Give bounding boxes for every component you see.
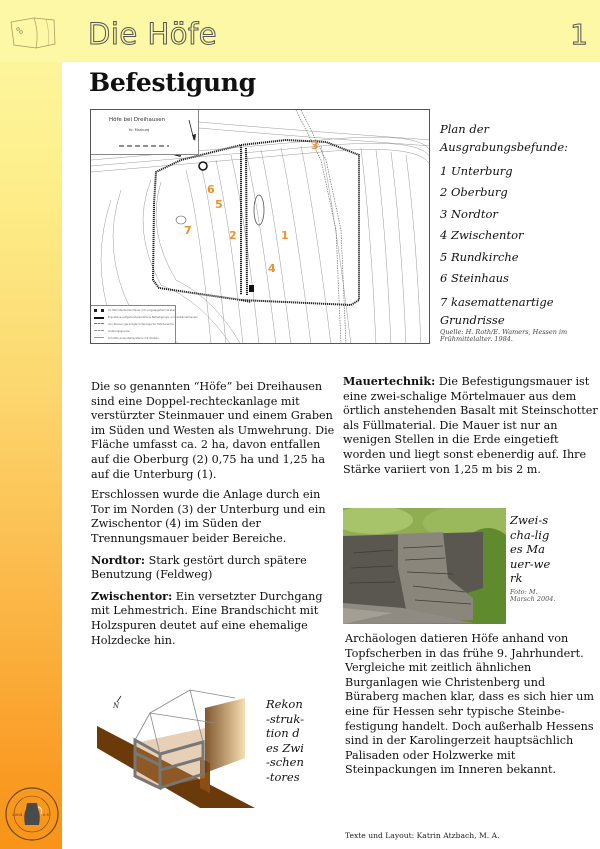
stone-wall-image bbox=[343, 508, 506, 624]
map-legend-item: Ergrabene aufgehende/erhaltene Befestigungs- und Gebäudemauern bbox=[108, 316, 199, 319]
plan-legend-item: 5 Rundkirche bbox=[440, 249, 519, 264]
wall-photo bbox=[343, 508, 506, 624]
plan-legend-item: 3 Nordtor bbox=[440, 206, 498, 221]
photo-credit: Foto: M. bbox=[510, 587, 538, 596]
svg-text:2004: 2004 bbox=[12, 812, 23, 817]
plan-legend-item: 7 kasemattenartige Grundrisse bbox=[440, 294, 554, 327]
plan-legend-heading: Ausgrabungsbefunde: bbox=[440, 140, 569, 154]
access-paragraph: Erschlossen wurde die Anlage durch ein Tor im Norden (3) der Unterburg und ein Zwischentor (4) im Süden der Trennungsmauer beider Bereiche. bbox=[91, 488, 326, 545]
nordtor-paragraph bbox=[91, 553, 336, 583]
mauertechnik-paragraph bbox=[343, 374, 598, 477]
left-column bbox=[91, 380, 336, 654]
excavation-plan-map bbox=[90, 109, 430, 344]
map-label-zwischentor: 4 bbox=[268, 262, 276, 275]
map-label-steinhaus: 6 bbox=[207, 183, 215, 196]
plan-legend-heading: Plan der bbox=[440, 122, 489, 136]
north-marker: N bbox=[113, 702, 120, 710]
map-title: Höfe bei Dreihausen bbox=[109, 117, 166, 123]
intro-paragraph: Die so genannten “Höfe” bei Dreihausen sind eine Doppel-rechteckanlage mit verstürzter Steinmauer und einem Graben im Süden und Westen als Umwehrung. Die Fläche umfasst ca. 2 ha, davon entfallen auf die Oberburg (2) 0,75 ha und 1,25 ha auf die Unterburg (1). bbox=[91, 380, 335, 481]
credits: Texte und Layout: Katrin Atzbach, M. A. bbox=[345, 831, 500, 840]
map-label-unterburg: 1 bbox=[281, 229, 289, 242]
page-header-title: Die Höfe bbox=[88, 17, 218, 51]
section-title: Befestigung bbox=[89, 68, 256, 97]
map-label-nordtor: 3 bbox=[311, 139, 319, 152]
photo-caption bbox=[510, 513, 590, 604]
map-label-rundkirche: 5 bbox=[215, 198, 223, 211]
map-legend-item: Von Steinen gereinigte Unterzüge für Fahrbereiche bbox=[108, 323, 174, 326]
reconstruction-caption: Rekon-struk-tion des Zwi-schen-tores bbox=[266, 697, 304, 784]
right-column bbox=[343, 374, 598, 477]
zwischentor-text: Ein versetzter Durchgang mit Lehmestrich. Eine Brandschicht mit Holzspuren deutet auf eine ehemalige Holzdecke hin. bbox=[91, 589, 323, 647]
mauertechnik-label: Mauertechnik: bbox=[343, 374, 436, 388]
plan-legend-item: 6 Steinhaus bbox=[440, 271, 509, 285]
photo-caption-text: Zwei-scha-liges Mauer-werk bbox=[510, 513, 551, 586]
dating-paragraph: Archäologen datieren Höfe anhand von Topfscherben in das frühe 9. Jahrhundert. Vergleiche mit zeitlich ähnlichen Burganlagen wie Christenberg und Büraberg machen klar, dass es sich hier um eine für Hessen sehr typische Steinbe-festigung handelt. Doch außerhalb Hessens sind in der Karolingerzeit hauptsächlich Palisaden oder Holzwerke mit Steinpackungen im Inneren bekannt. bbox=[345, 632, 594, 777]
photo-credit: Marsch 2004. bbox=[510, 595, 556, 604]
svg-text:e.V.: e.V. bbox=[43, 812, 51, 817]
map-subtitle: Kr. Marburg bbox=[129, 128, 150, 132]
map-title-box bbox=[91, 110, 199, 155]
nordtor-text: Stark gestört durch spätere Benutzung (Feldweg) bbox=[91, 553, 307, 582]
plan-legend bbox=[440, 120, 600, 343]
gate-reconstruction-image bbox=[95, 678, 265, 808]
plan-legend-item: 4 Zwischentor bbox=[440, 228, 524, 242]
page-number: 1 bbox=[570, 18, 588, 51]
map-legend bbox=[91, 305, 199, 343]
association-seal-icon bbox=[3, 785, 61, 843]
plan-legend-item: 1 Unterburg bbox=[440, 163, 513, 178]
plan-source: Frühmittelalter. 1984. bbox=[440, 334, 513, 343]
map-label-oberburg: 2 bbox=[229, 229, 237, 242]
stone-sketch-icon bbox=[6, 12, 58, 52]
map-legend-item: Schnitte eines Wallsystems mit Graben bbox=[108, 337, 159, 340]
zwischentor-label: Zwischentor: bbox=[91, 588, 173, 603]
map-legend-item: Im Wall steckende Mauer mit vorgelagertem Graben bbox=[108, 309, 177, 312]
north-arrow-icon bbox=[91, 110, 199, 155]
nordtor-label: Nordtor: bbox=[91, 552, 146, 567]
map-label-kasematten: 7 bbox=[184, 224, 192, 237]
map-legend-item: Grabungsgrenze bbox=[108, 330, 130, 333]
plan-legend-item: 2 Oberburg bbox=[440, 185, 508, 199]
mauertechnik-text: Die Befestigungsmauer ist eine zwei-schalige Mörtelmauer aus dem örtlich anstehenden Basalt mit Steinschotter als Füllmaterial. Die Mauer ist nur an wenigen Stellen in die Erde eingetieft worden und liegt sonst ebenerdig auf. Ihre Stärke variiert von 1,25 m bis 2 m. bbox=[343, 375, 598, 476]
sidebar-gradient bbox=[0, 0, 62, 849]
plan-source: Quelle: H. Roth/E. Wamers, Hessen im bbox=[440, 327, 568, 336]
zwischentor-paragraph bbox=[91, 589, 336, 648]
